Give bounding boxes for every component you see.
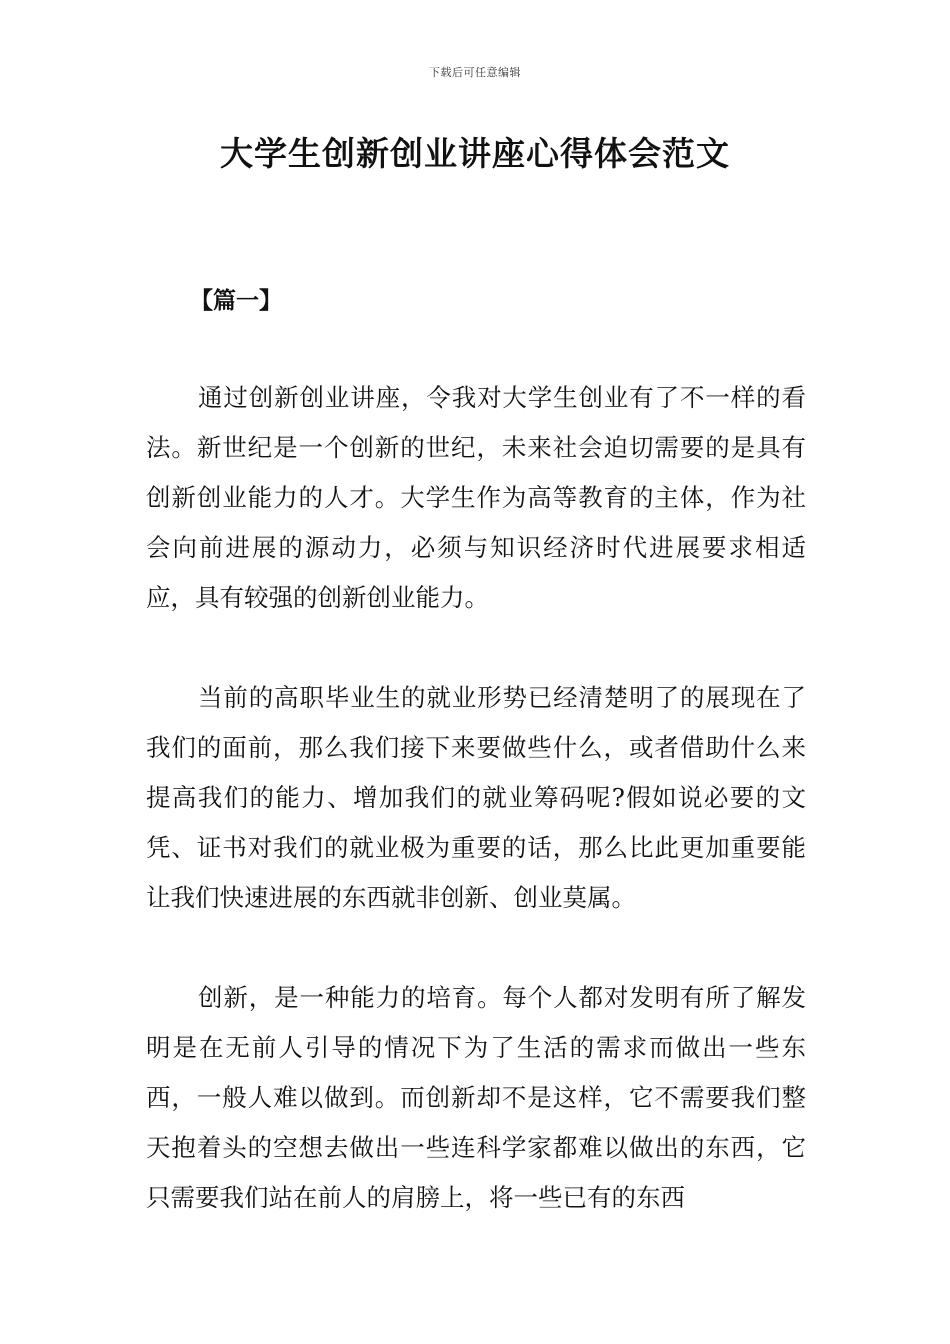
header-note: 下载后可任意编辑 — [429, 66, 521, 79]
section-label: 【篇一】 — [190, 288, 282, 314]
paragraph-3: 创新，是一种能力的培育。每个人都对发明有所了解发明是在无前人引导的情况下为了生活的需求而做出一些东西，一般人难以做到。而创新却不是这样，它不需要我们整天抱着头的空想去做出一些连科学家都难以做出的东西，它只需要我们站在前人的肩膀上，将一些已有的东西 — [146, 983, 806, 1212]
paragraph-2: 当前的高职毕业生的就业形势已经清楚明了的展现在了我们的面前，那么我们接下来要做些什么，或者借助什么来提高我们的能力、增加我们的就业筹码呢?假如说必要的文凭、证书对我们的就业极为重要的话，那么比此更加重要能让我们快速进展的东西就非创新、创业莫属。 — [146, 683, 806, 912]
paragraph-1: 通过创新创业讲座，令我对大学生创业有了不一样的看法。新世纪是一个创新的世纪，未来社会迫切需要的是具有创新创业能力的人才。大学生作为高等教育的主体，作为社会向前进展的源动力，必须与知识经济时代进展要求相适应，具有较强的创新创业能力。 — [146, 383, 806, 612]
document-title: 大学生创新创业讲座心得体会范文 — [220, 134, 730, 173]
